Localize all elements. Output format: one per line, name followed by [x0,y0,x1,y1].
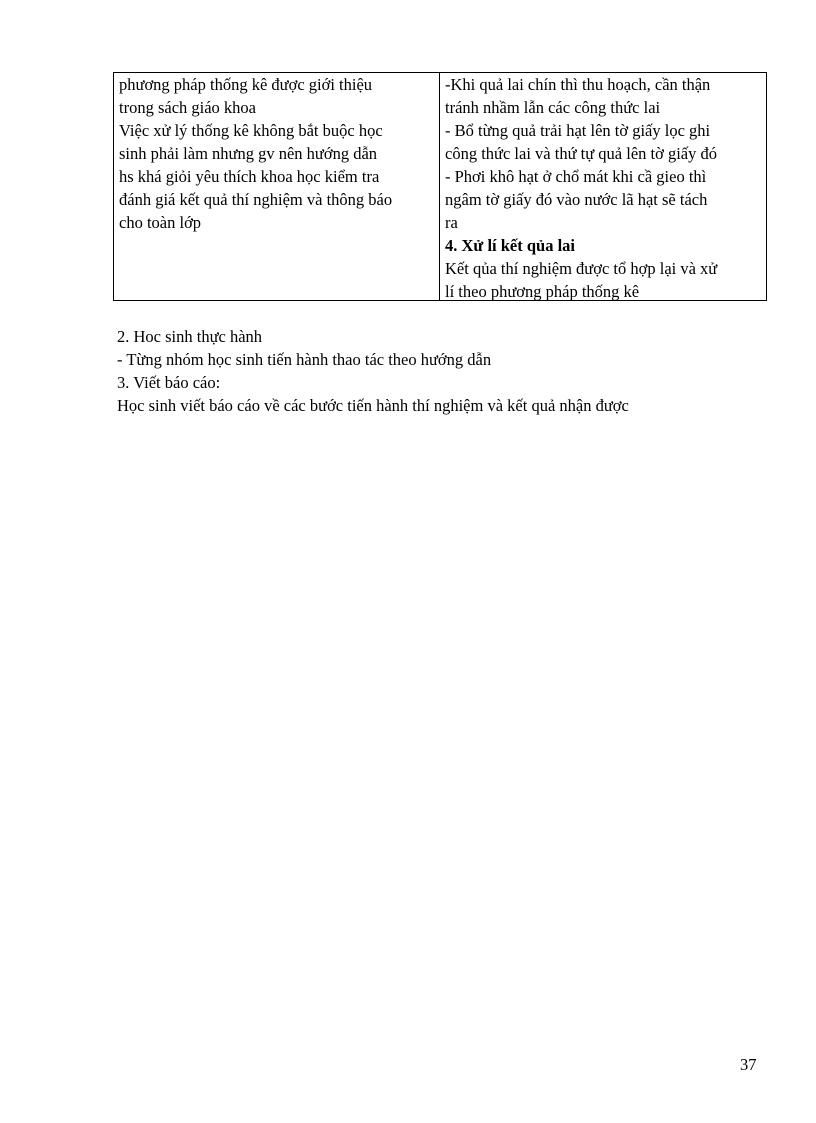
paragraph-line: Học sinh viết báo cáo về các bước tiến hành thí nghiệm và kết quả nhận được [117,396,629,415]
table-line: trong sách giáo khoa [119,98,257,117]
section-heading: 3. Viết báo cáo: [117,373,221,392]
table-line: Việc xử lý thống kê không bắt buộc học [119,121,383,140]
table-line: ra [445,213,458,232]
table-line: - Bổ từng quả trải hạt lên tờ giấy lọc ghi [445,121,711,140]
table-line: công thức lai và thứ tự quả lên tờ giấy đó [445,144,717,163]
body-text [117,325,777,417]
section-heading: 2. Hoc sinh thực hành [117,327,263,346]
table-cell-left [114,73,440,300]
section-heading: 4. Xử lí kết qủa lai [445,236,576,255]
table-line: hs khá giỏi yêu thích khoa học kiểm tra [119,167,380,186]
table-cell-right [440,73,766,300]
table-line: ngâm tờ giấy đó vào nước lã hạt sẽ tách [445,190,708,209]
content-table [113,72,767,301]
table-line: Kết qủa thí nghiệm được tổ hợp lại và xử [445,259,718,278]
table-line: đánh giá kết quả thí nghiệm và thông báo [119,190,393,209]
table-line: lí theo phương pháp thống kê [445,282,640,301]
table-line: -Khi quả lai chín thì thu hoạch, cần thận [445,75,711,94]
table-line: sinh phải làm nhưng gv nên hướng dẫn [119,144,378,163]
table-line: phương pháp thống kê được giới thiệu [119,75,373,94]
paragraph-line: - Từng nhóm học sinh tiến hành thao tác theo hướng dẫn [117,350,492,369]
table-line: - Phơi khô hạt ở chổ mát khi cầ gieo thì [445,167,707,186]
table-line: cho toàn lớp [119,213,202,232]
table-line: tránh nhầm lẫn các công thức lai [445,98,661,117]
page-number: 37 [740,1055,757,1074]
